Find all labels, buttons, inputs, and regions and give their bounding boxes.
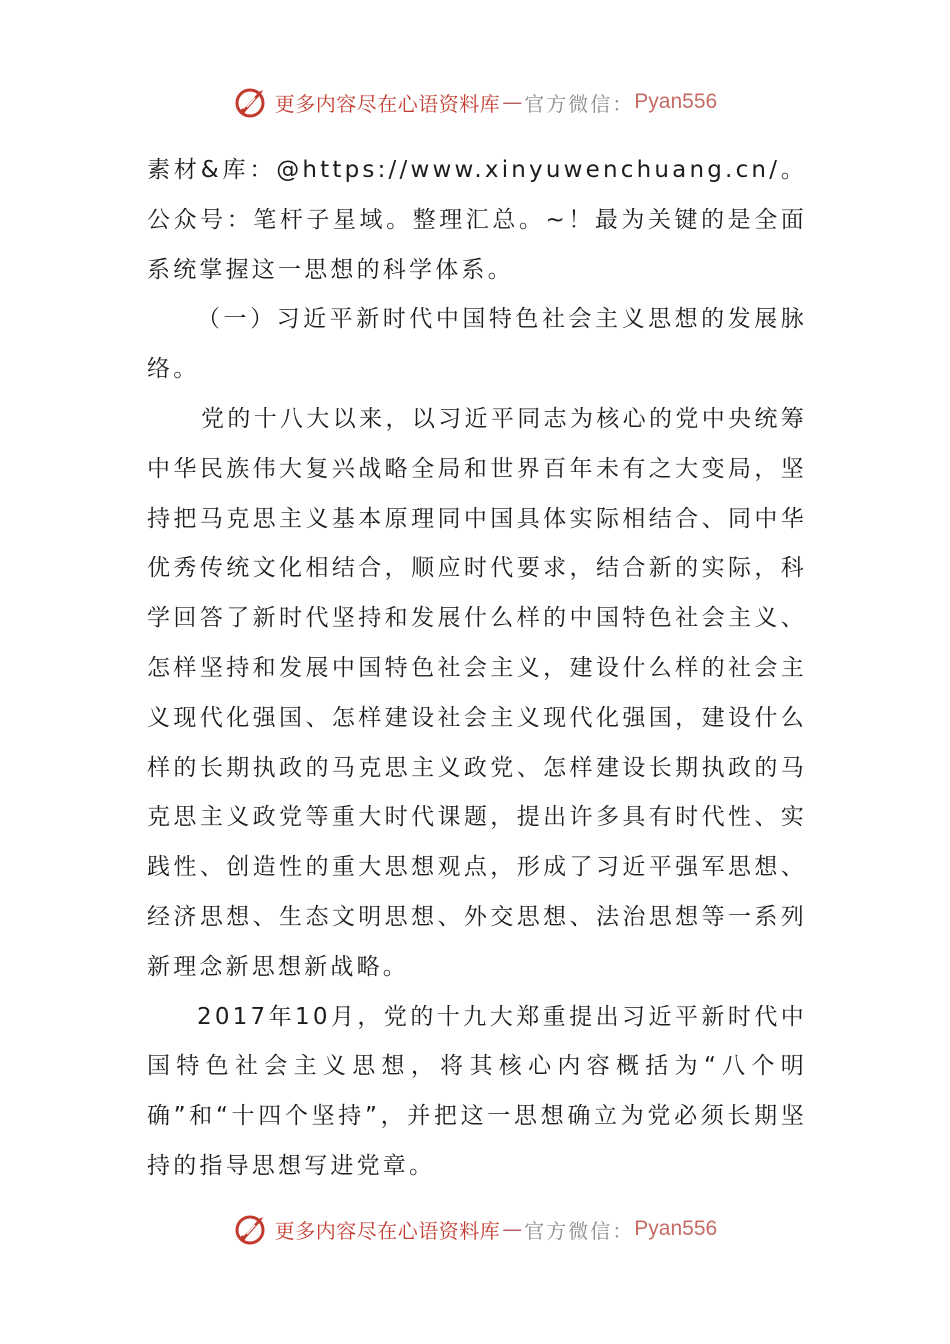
header-banner xyxy=(0,82,950,122)
header-brand-text: 更多内容尽在心语资料库 xyxy=(274,91,501,116)
footer-wechat-label: 官方微信： xyxy=(524,1218,635,1243)
footer-banner xyxy=(0,1209,950,1249)
paragraph-4: 2017年10月，党的十九大郑重提出习近平新时代中国特色社会主义思想，将其核心内容概括为“八个明确”和“十四个坚持”，并把这一思想确立为党必须长期坚持的指导思想写进党章。 xyxy=(147,1003,807,1179)
footer-wechat-id: Pyan556 xyxy=(634,1217,718,1240)
paragraph-2: （一）习近平新时代中国特色社会主义思想的发展脉络。 xyxy=(147,306,807,383)
document-body xyxy=(147,146,807,1192)
header-wechat-id: Pyan556 xyxy=(634,90,718,113)
paragraph-3: 党的十八大以来，以习近平同志为核心的党中央统筹中华民族伟大复兴战略全局和世界百年未有之大变局，坚持把马克思主义基本原理同中国具体实际相结合、同中华优秀传统文化相结合，顺应时代要求，结合新的实际，科学回答了新时代坚持和发展什么样的中国特色社会主义、怎样坚持和发展中国特色社会主义，建设什么样的社会主义现代化强国、怎样建设社会主义现代化强国，建设什么样的长期执政的马克思主义政党、怎样建设长期执政的马克思主义政党等重大时代课题，提出许多具有时代性、实践性、创造性的重大思想观点，形成了习近平强军思想、经济思想、生态文明思想、外交思想、法治思想等一系列新理念新思想新战略。 xyxy=(147,405,807,980)
footer-dash: — xyxy=(502,1217,523,1241)
header-wechat-label: 官方微信： xyxy=(524,91,635,116)
paragraph-1: 素材&库：@https://www.xinyuwenchuang.cn/。公众号：笔杆子星域。整理汇总。~！最为关键的是全面系统掌握这一思想的科学体系。 xyxy=(147,157,807,283)
quill-logo-icon xyxy=(233,84,269,120)
footer-brand-text: 更多内容尽在心语资料库 xyxy=(274,1218,501,1243)
header-dash: — xyxy=(502,90,523,114)
quill-logo-icon xyxy=(233,1211,269,1247)
